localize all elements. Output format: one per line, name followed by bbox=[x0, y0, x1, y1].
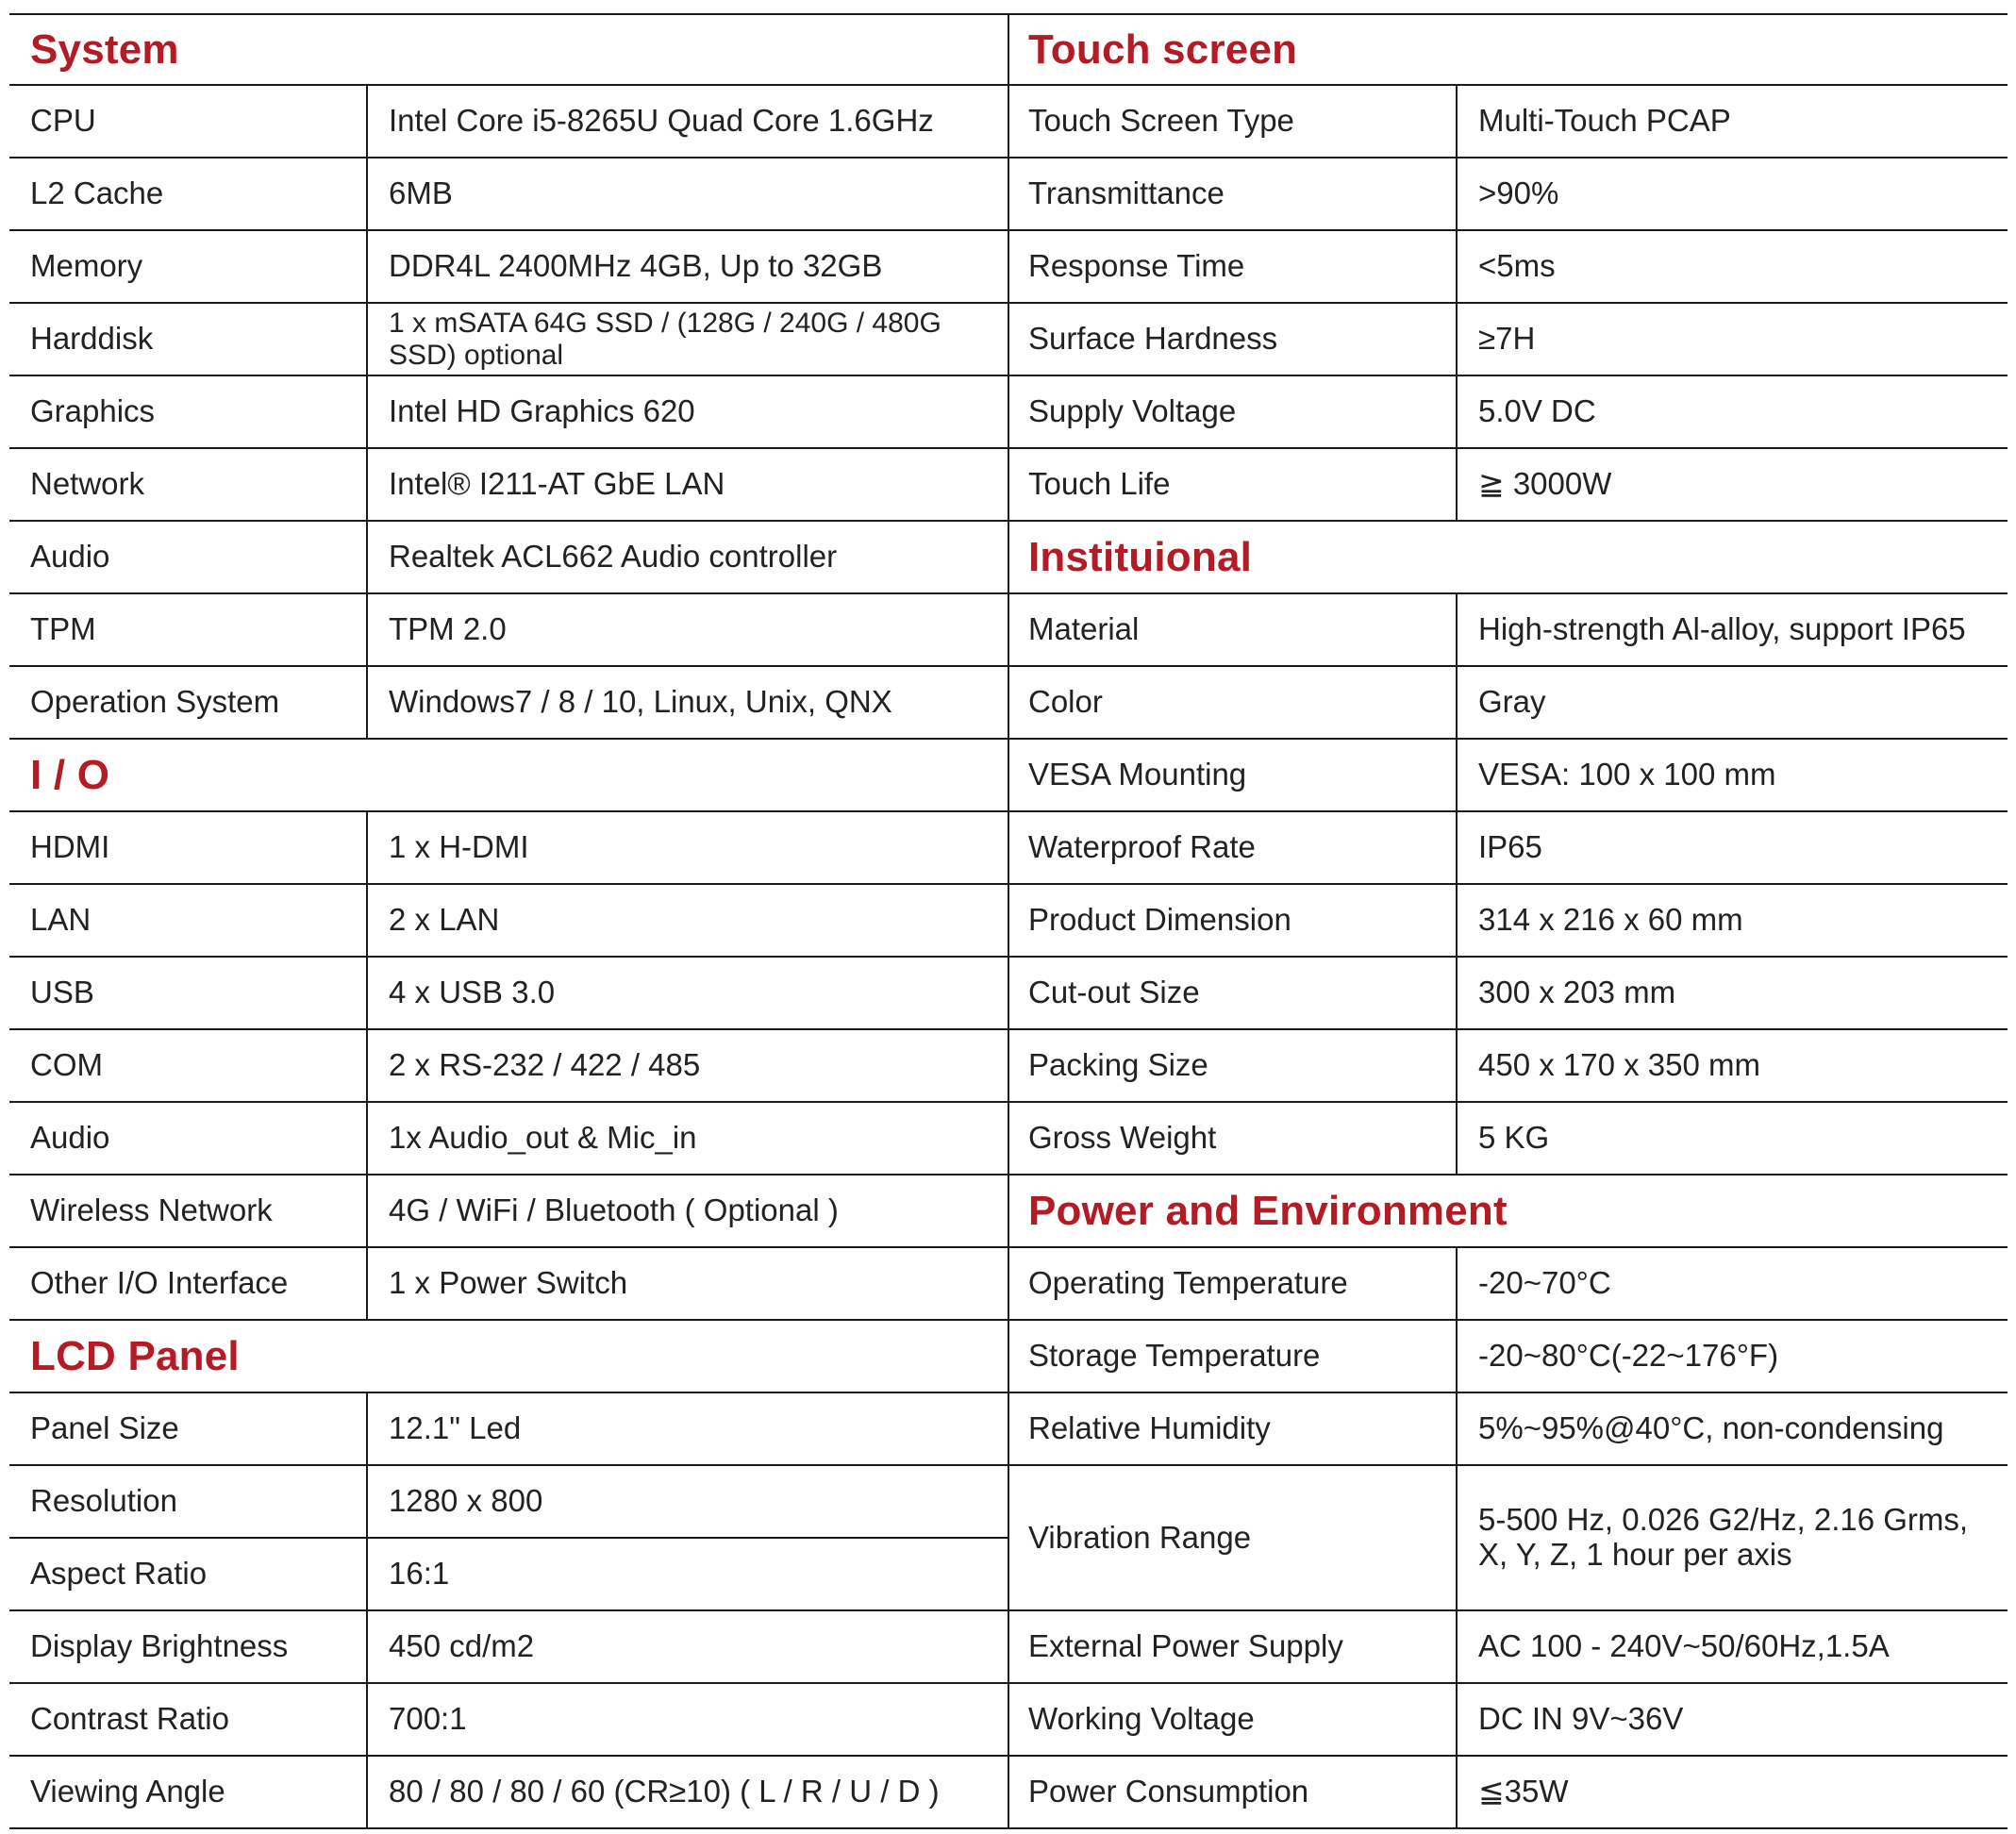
spec-value: 6MB bbox=[366, 158, 1008, 229]
spec-row-waterproof-rate bbox=[1008, 812, 2008, 885]
spec-row-aspect-ratio bbox=[9, 1539, 1008, 1611]
spec-label: Display Brightness bbox=[30, 1628, 289, 1664]
spec-row-vesa-mounting bbox=[1008, 740, 2008, 812]
spec-label: Response Time bbox=[1028, 248, 1245, 284]
spec-column-left bbox=[9, 13, 1008, 1828]
spec-label: Cut-out Size bbox=[1028, 975, 1200, 1010]
spec-row-viewing-angle bbox=[9, 1757, 1008, 1829]
spec-row-material bbox=[1008, 594, 2008, 667]
spec-row-wireless-network bbox=[9, 1175, 1008, 1248]
spec-label: Wireless Network bbox=[30, 1192, 273, 1228]
spec-value: 5.0V DC bbox=[1456, 376, 2008, 447]
spec-value: >90% bbox=[1456, 158, 2008, 229]
section-header-instituional bbox=[1008, 522, 2008, 594]
spec-value: Intel® I211-AT GbE LAN bbox=[366, 449, 1008, 520]
spec-label: TPM bbox=[30, 611, 96, 647]
spec-row-lan bbox=[9, 885, 1008, 958]
spec-label: Storage Temperature bbox=[1028, 1338, 1321, 1374]
spec-label: Aspect Ratio bbox=[30, 1556, 208, 1592]
section-title: I / O bbox=[30, 751, 110, 798]
spec-row-other-i-o-interface bbox=[9, 1248, 1008, 1321]
spec-label: Harddisk bbox=[30, 321, 154, 357]
spec-row-panel-size bbox=[9, 1393, 1008, 1466]
spec-label: Operating Temperature bbox=[1028, 1265, 1348, 1301]
spec-value: AC 100 - 240V~50/60Hz,1.5A bbox=[1456, 1611, 2008, 1682]
spec-label: Power Consumption bbox=[1028, 1774, 1309, 1809]
spec-value: TPM 2.0 bbox=[366, 594, 1008, 665]
section-title: LCD Panel bbox=[30, 1332, 240, 1379]
section-header-system bbox=[9, 13, 1008, 86]
spec-row-resolution bbox=[9, 1466, 1008, 1539]
spec-value: IP65 bbox=[1456, 812, 2008, 883]
spec-value: 12.1" Led bbox=[366, 1393, 1008, 1464]
spec-row-color bbox=[1008, 667, 2008, 740]
spec-label: Product Dimension bbox=[1028, 902, 1291, 938]
spec-value: 1 x H-DMI bbox=[366, 812, 1008, 883]
spec-value: Gray bbox=[1456, 667, 2008, 738]
spec-label: LAN bbox=[30, 902, 92, 938]
spec-value: 1 x mSATA 64G SSD / (128G / 240G / 480G SSD) optional bbox=[366, 304, 1008, 375]
spec-value: 1 x Power Switch bbox=[366, 1248, 1008, 1319]
spec-value: 1280 x 800 bbox=[366, 1466, 1008, 1537]
spec-label: L2 Cache bbox=[30, 175, 164, 211]
spec-label: Supply Voltage bbox=[1028, 393, 1237, 429]
spec-label: Relative Humidity bbox=[1028, 1410, 1271, 1446]
spec-row-power-consumption bbox=[1008, 1757, 2008, 1829]
spec-row-com bbox=[9, 1030, 1008, 1103]
section-header-power-and-environment bbox=[1008, 1175, 2008, 1248]
spec-row-product-dimension bbox=[1008, 885, 2008, 958]
spec-row-storage-temperature bbox=[1008, 1321, 2008, 1393]
spec-row-usb bbox=[9, 958, 1008, 1030]
spec-label: Touch Life bbox=[1028, 466, 1171, 502]
spec-row-contrast-ratio bbox=[9, 1684, 1008, 1757]
spec-row-packing-size bbox=[1008, 1030, 2008, 1103]
spec-value: 4G / WiFi / Bluetooth ( Optional ) bbox=[366, 1175, 1008, 1246]
spec-value: 2 x RS-232 / 422 / 485 bbox=[366, 1030, 1008, 1101]
spec-row-vibration-range bbox=[1008, 1466, 2008, 1611]
spec-value: ≧ 3000W bbox=[1456, 449, 2008, 520]
spec-value: -20~70°C bbox=[1456, 1248, 2008, 1319]
spec-label: Memory bbox=[30, 248, 143, 284]
spec-value: 80 / 80 / 80 / 60 (CR≥10) ( L / R / U / D ) bbox=[366, 1757, 1008, 1827]
spec-row-l2-cache bbox=[9, 158, 1008, 231]
spec-value: ≥7H bbox=[1456, 304, 2008, 375]
spec-column-right bbox=[1008, 13, 2008, 1828]
spec-row-display-brightness bbox=[9, 1611, 1008, 1684]
section-title: Instituional bbox=[1028, 533, 1253, 580]
spec-label: External Power Supply bbox=[1028, 1628, 1343, 1664]
spec-label: Panel Size bbox=[30, 1410, 179, 1446]
spec-value: 450 x 170 x 350 mm bbox=[1456, 1030, 2008, 1101]
spec-label: VESA Mounting bbox=[1028, 757, 1247, 792]
spec-value: Intel Core i5-8265U Quad Core 1.6GHz bbox=[366, 86, 1008, 157]
spec-row-external-power-supply bbox=[1008, 1611, 2008, 1684]
spec-row-memory bbox=[9, 231, 1008, 304]
spec-label: Graphics bbox=[30, 393, 156, 429]
spec-label: Transmittance bbox=[1028, 175, 1225, 211]
spec-label: CPU bbox=[30, 103, 96, 139]
spec-label: Vibration Range bbox=[1028, 1519, 1252, 1555]
spec-label: USB bbox=[30, 975, 94, 1010]
spec-row-cpu bbox=[9, 86, 1008, 158]
spec-value: ≦35W bbox=[1456, 1757, 2008, 1827]
spec-label: Packing Size bbox=[1028, 1047, 1208, 1083]
spec-label: Touch Screen Type bbox=[1028, 103, 1294, 139]
spec-value: 5 KG bbox=[1456, 1103, 2008, 1174]
section-title: Touch screen bbox=[1028, 25, 1298, 73]
spec-value: Intel HD Graphics 620 bbox=[366, 376, 1008, 447]
spec-value: -20~80°C(-22~176°F) bbox=[1456, 1321, 2008, 1392]
spec-label: Viewing Angle bbox=[30, 1774, 225, 1809]
spec-value: 1x Audio_out & Mic_in bbox=[366, 1103, 1008, 1174]
spec-value: 5%~95%@40°C, non-condensing bbox=[1456, 1393, 2008, 1464]
spec-value: 2 x LAN bbox=[366, 885, 1008, 956]
spec-row-harddisk bbox=[9, 304, 1008, 376]
spec-label: HDMI bbox=[30, 829, 110, 865]
spec-label: Surface Hardness bbox=[1028, 321, 1278, 357]
spec-row-touch-screen-type bbox=[1008, 86, 2008, 158]
spec-row-audio bbox=[9, 1103, 1008, 1175]
spec-value: <5ms bbox=[1456, 231, 2008, 302]
spec-value: DC IN 9V~36V bbox=[1456, 1684, 2008, 1755]
spec-label: Resolution bbox=[30, 1483, 177, 1519]
spec-row-supply-voltage bbox=[1008, 376, 2008, 449]
spec-value: 700:1 bbox=[366, 1684, 1008, 1755]
spec-label: Audio bbox=[30, 539, 110, 575]
spec-value: DDR4L 2400MHz 4GB, Up to 32GB bbox=[366, 231, 1008, 302]
section-title: Power and Environment bbox=[1028, 1187, 1508, 1234]
spec-value: 314 x 216 x 60 mm bbox=[1456, 885, 2008, 956]
spec-sheet bbox=[9, 13, 2008, 1828]
spec-label: Waterproof Rate bbox=[1028, 829, 1256, 865]
spec-label: Color bbox=[1028, 684, 1103, 720]
section-header-touch-screen bbox=[1008, 13, 2008, 86]
spec-value: 5-500 Hz, 0.026 G2/Hz, 2.16 Grms, X, Y, Z, 1 hour per axis bbox=[1456, 1466, 2008, 1609]
spec-label: Operation System bbox=[30, 684, 280, 720]
section-header-i-o bbox=[9, 740, 1008, 812]
spec-label: Gross Weight bbox=[1028, 1120, 1217, 1156]
spec-value: 300 x 203 mm bbox=[1456, 958, 2008, 1028]
spec-label: Other I/O Interface bbox=[30, 1265, 289, 1301]
section-title: System bbox=[30, 25, 179, 73]
spec-value: Realtek ACL662 Audio controller bbox=[366, 522, 1008, 592]
spec-label: Audio bbox=[30, 1120, 110, 1156]
spec-row-operating-temperature bbox=[1008, 1248, 2008, 1321]
spec-value: 450 cd/m2 bbox=[366, 1611, 1008, 1682]
spec-row-working-voltage bbox=[1008, 1684, 2008, 1757]
spec-row-transmittance bbox=[1008, 158, 2008, 231]
spec-value: 4 x USB 3.0 bbox=[366, 958, 1008, 1028]
spec-row-relative-humidity bbox=[1008, 1393, 2008, 1466]
spec-row-tpm bbox=[9, 594, 1008, 667]
spec-row-touch-life bbox=[1008, 449, 2008, 522]
spec-row-response-time bbox=[1008, 231, 2008, 304]
spec-row-audio bbox=[9, 522, 1008, 594]
spec-row-operation-system bbox=[9, 667, 1008, 740]
spec-label: Network bbox=[30, 466, 145, 502]
spec-value: High-strength Al-alloy, support IP65 bbox=[1456, 594, 2008, 665]
spec-value: Windows7 / 8 / 10, Linux, Unix, QNX bbox=[366, 667, 1008, 738]
section-header-lcd-panel bbox=[9, 1321, 1008, 1393]
spec-value: VESA: 100 x 100 mm bbox=[1456, 740, 2008, 810]
spec-row-surface-hardness bbox=[1008, 304, 2008, 376]
column-divider bbox=[1008, 13, 1009, 1828]
spec-label: COM bbox=[30, 1047, 103, 1083]
spec-row-graphics bbox=[9, 376, 1008, 449]
spec-label: Contrast Ratio bbox=[30, 1701, 229, 1737]
spec-label: Material bbox=[1028, 611, 1140, 647]
spec-row-cut-out-size bbox=[1008, 958, 2008, 1030]
spec-value: 16:1 bbox=[366, 1539, 1008, 1609]
spec-row-gross-weight bbox=[1008, 1103, 2008, 1175]
spec-value: Multi-Touch PCAP bbox=[1456, 86, 2008, 157]
spec-row-network bbox=[9, 449, 1008, 522]
spec-label: Working Voltage bbox=[1028, 1701, 1255, 1737]
spec-row-hdmi bbox=[9, 812, 1008, 885]
